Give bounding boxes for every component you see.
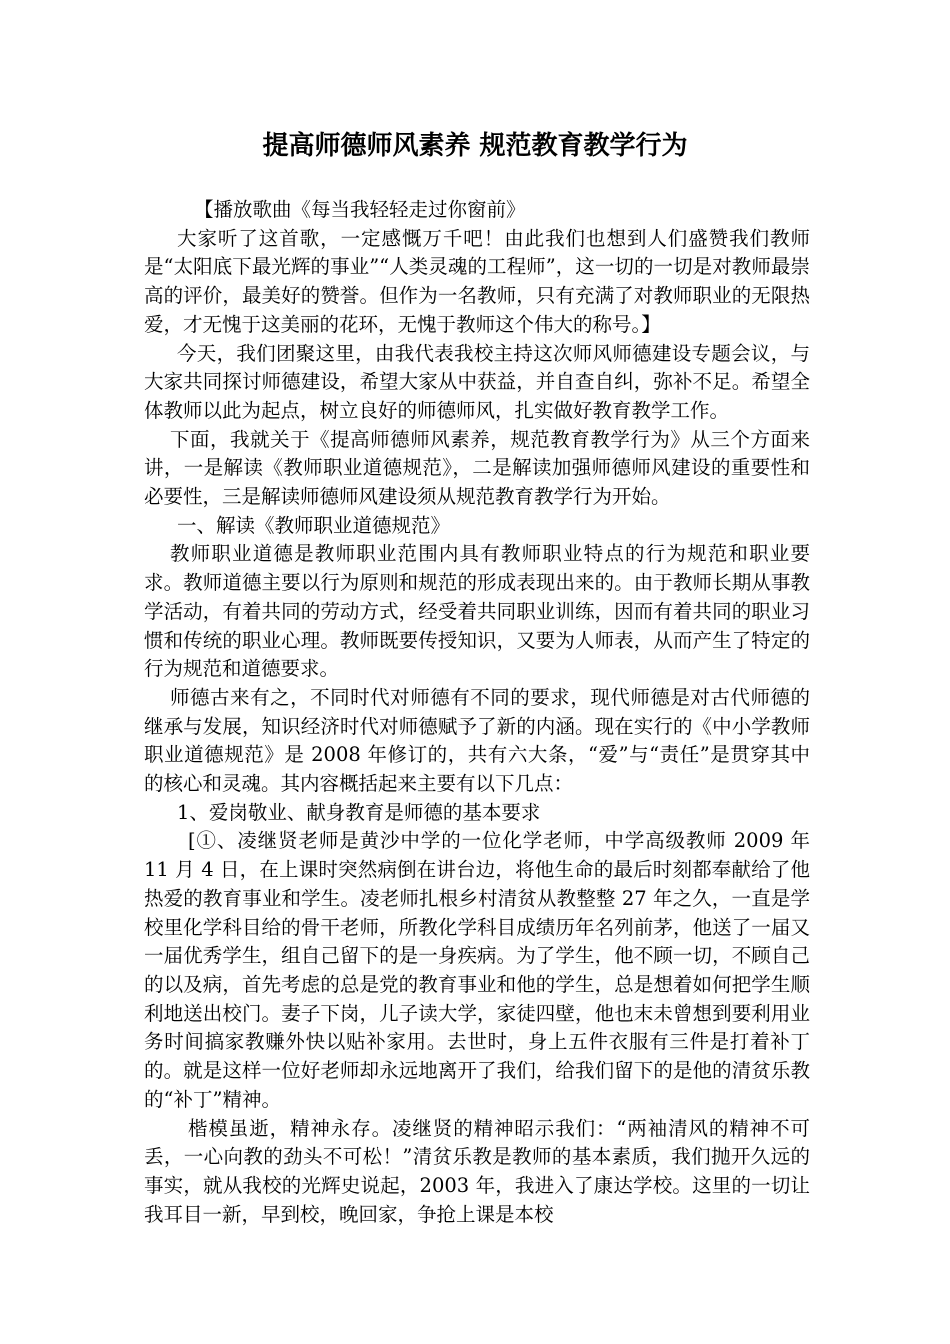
paragraph-three-aspects: 下面，我就关于《提高师德师风素养，规范教育教学行为》从三个方面来讲，一是解读《教师职业道德规范》，二是解读加强师德师风建设的重要性和必要性，三是解读师德师风建设须从规范教育教学行为开始。 [144,427,810,509]
paragraph-ling-jixian-story: [①、凌继贤老师是黄沙中学的一位化学老师，中学高级教师 2009 年 11 月 4 日，在上课时突然病倒在讲台边，将他生命的最后时刻都奉献给了他热爱的教育事业和学生。凌老师扎根乡村清贫从教整整 27 年之久，一直是学校里化学科目给的骨干老师，所教化学科目成绩历年名列前茅，他送了一届又一届优秀学生，组自己留下的是一身疾病。为了学生，他不顾一切，不顾自己的以及病，首先考虑的总是党的教育事业和他的学生，总是想着如何把学生顺利地送出校门。妻子下岗，儿子读大学，家徒四壁，他也末未曾想到要利用业务时间搞家教赚外快以贴补家用。去世时，身上五件衣服有三件是打着补丁的。就是这样一位好老师却永远地离开了我们，给我们留下的是他的清贫乐教的“补丁”精神。 [144,829,810,1111]
paragraph-ethics-definition: 教师职业道德是教师职业范围内具有教师职业特点的行为规范和职业要求。教师道德主要以行为原则和规范的形成表现出来的。由于教师长期从事教学活动，有着共同的劳动方式，经受着共同职业训练，因而有着共同的职业习惯和传统的职业心理。教师既要传授知识，又要为人师表，从而产生了特定的行为规范和道德要求。 [144,542,810,681]
paragraph-meeting-purpose: 今天，我们团聚这里，由我代表我校主持这次师风师德建设专题会议，与大家共同探讨师德建设，希望大家从中获益，并自查自纠，弥补不足。希望全体教师以此为起点，树立良好的师德师风，扎实做好教育教学工作。 [144,341,810,422]
paragraph-song-intro: 【播放歌曲《每当我轻轻走过你窗前》 [194,198,526,221]
paragraph-teacher-praise: 大家听了这首歌，一定感慨万千吧！由此我们也想到人们盛赞我们教师是“太阳底下最光辉的事业”“人类灵魂的工程师”，这一切的一切是对教师最崇高的评价，最美好的赞誉。但作为一名教师，只有充满了对教师职业的无限热爱，才无愧于这美丽的花环，无愧于教师这个伟大的称号。】 [144,226,810,336]
subheading-1: 1、爱岗敬业、献身教育是师德的基本要求 [177,800,541,824]
paragraph-ethics-history: 师德古来有之，不同时代对师德有不同的要求，现代师德是对古代师德的继承与发展，知识经济时代对师德赋予了新的内涵。现在实行的《中小学教师职业道德规范》是 2008 年修订的，共有六大条，“爱”与“责任”是贯穿其中的核心和灵魂。其内容概括起来主要有以下几点： [144,685,810,796]
document-body [144,196,810,1229]
paragraph-role-model: 楷模虽逝，精神永存。凌继贤的精神昭示我们：“两袖清风的精神不可丢，一心向教的劲头不可松！”清贫乐教是教师的基本素质，我们抛开久远的事实，就从我校的光辉史说起，2003 年，我进入了康达学校。这里的一切让我耳目一新，早到校，晚回家，争抢上课是本校 [144,1116,810,1226]
section-heading-1: 一、解读《教师职业道德规范》 [177,513,451,537]
document-title: 提高师德师风素养 规范教育教学行为 [262,131,688,161]
